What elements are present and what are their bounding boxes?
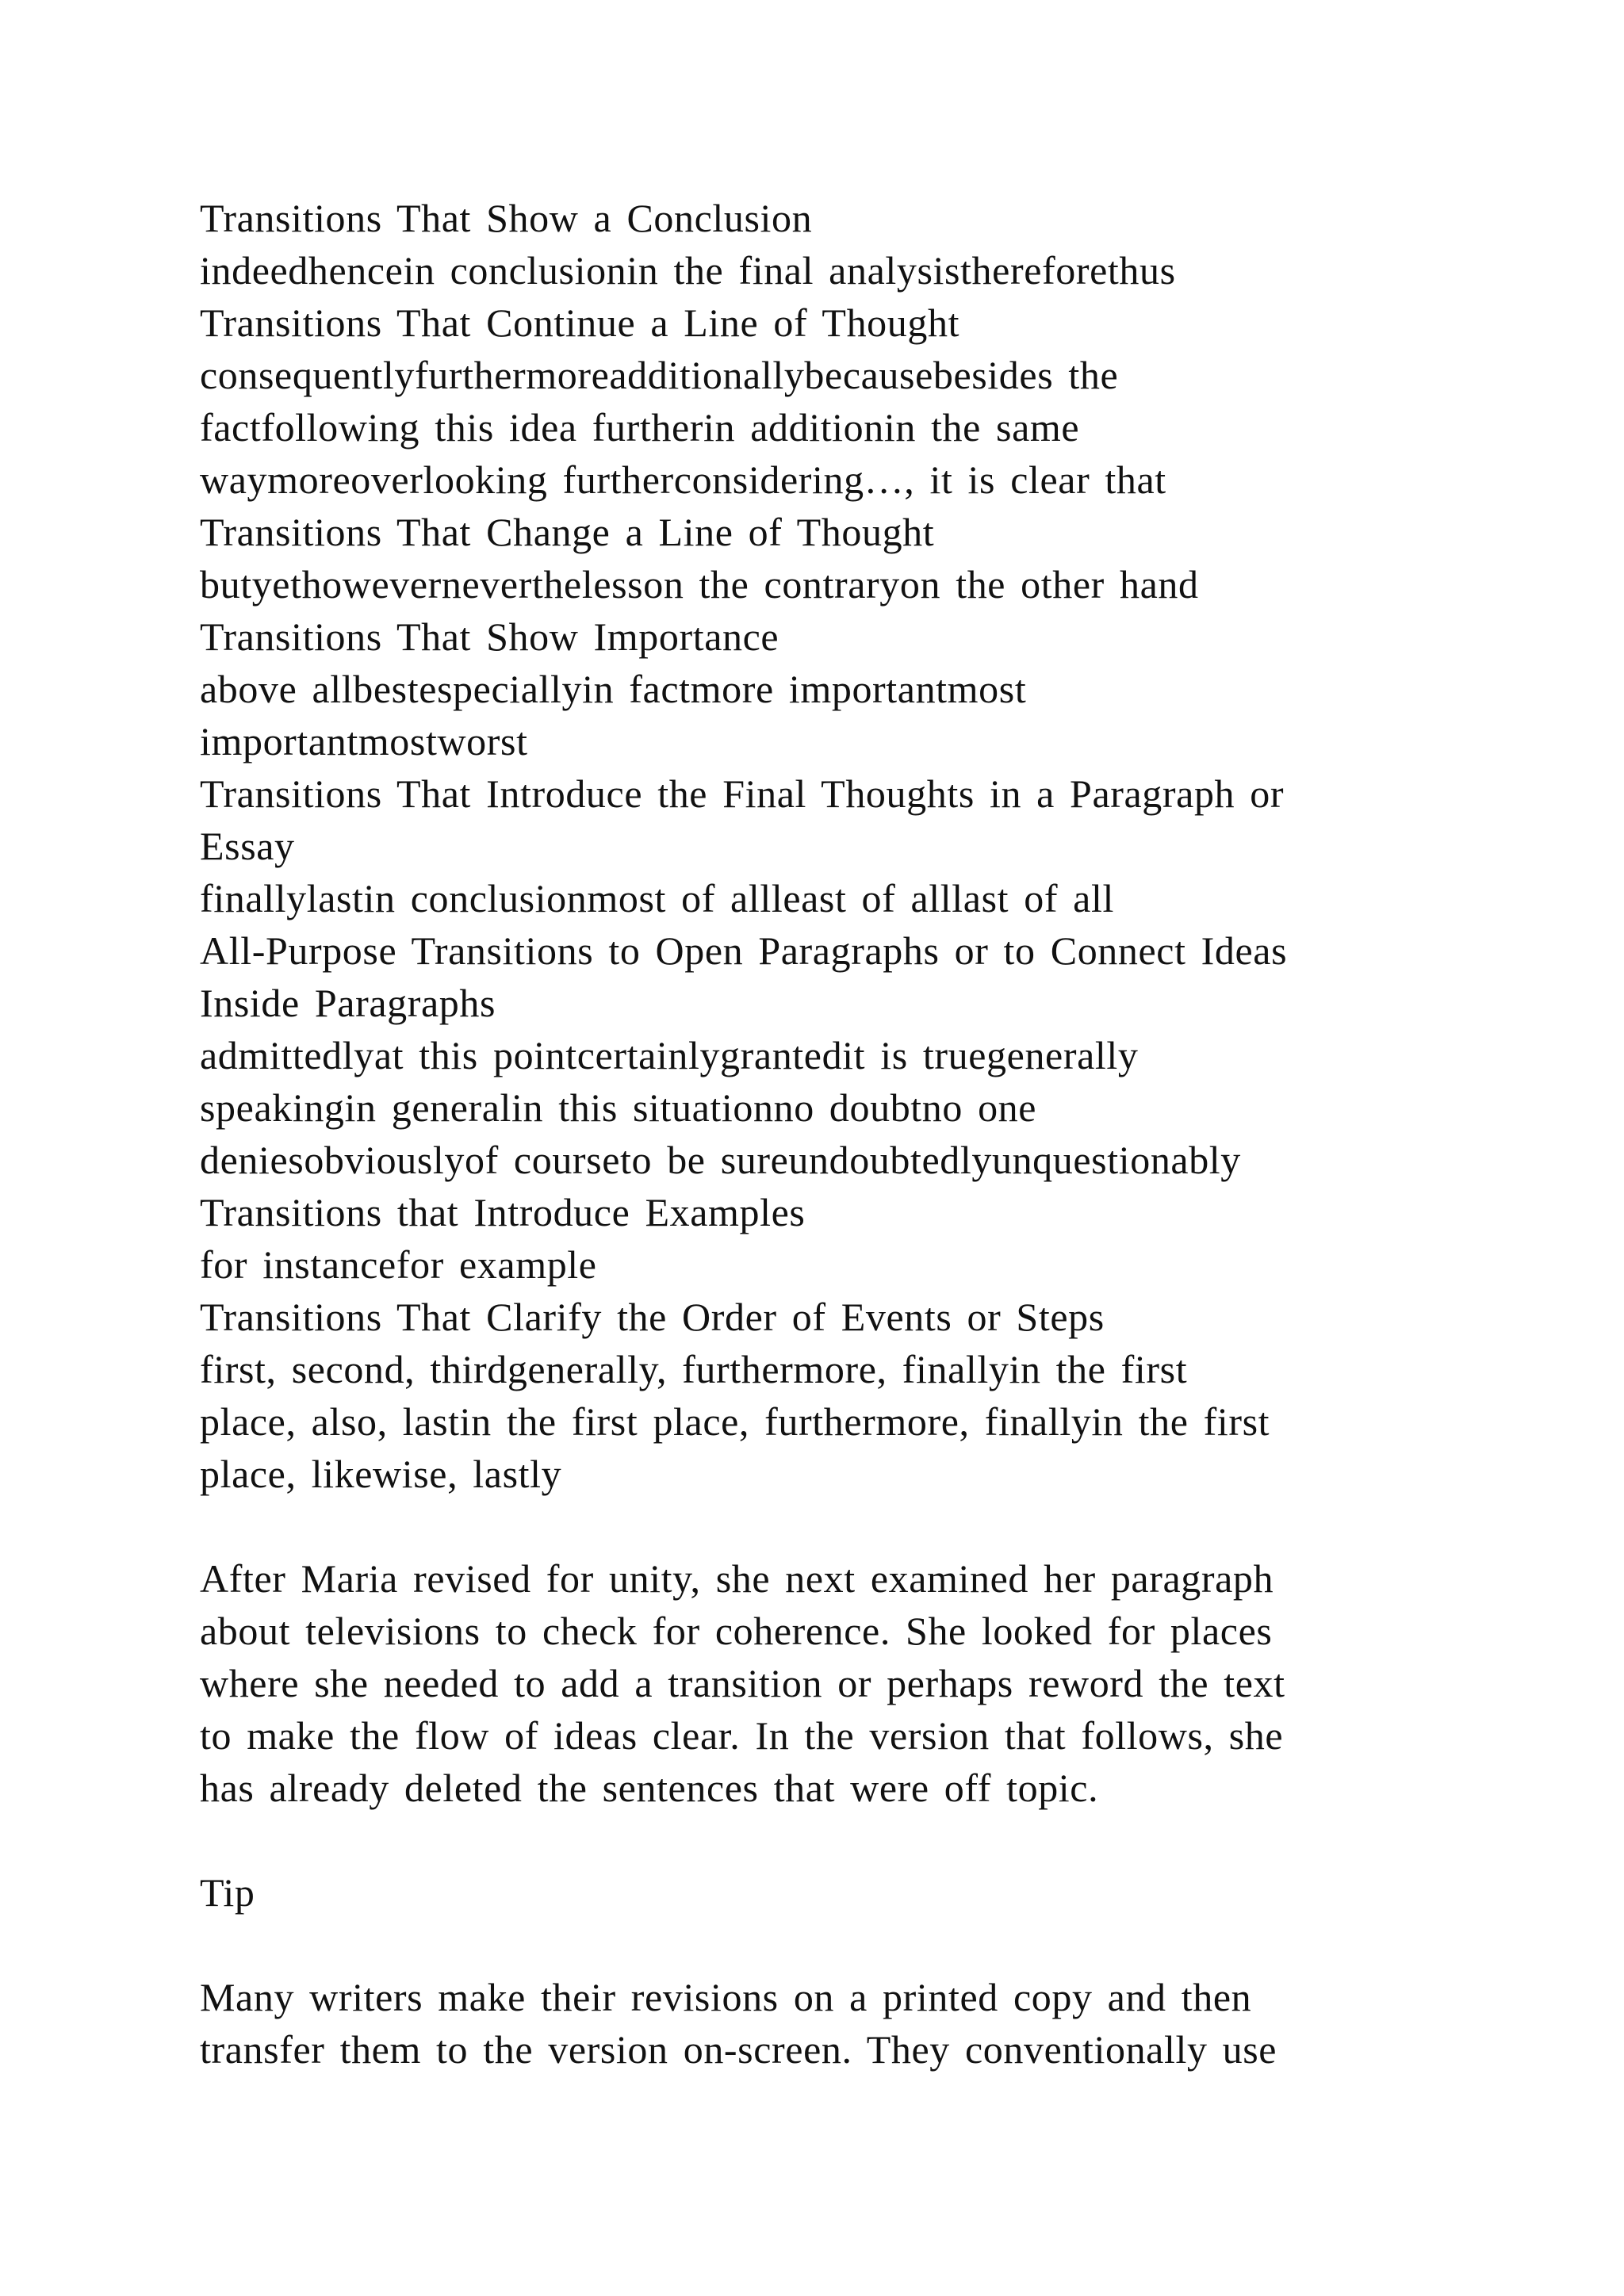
text-line: waymoreoverlooking furtherconsidering…, it is clear that [200, 457, 1166, 502]
text-line: Inside Paragraphs [200, 981, 496, 1025]
text-line: deniesobviouslyof courseto be sureundoubtedlyunquestionably [200, 1138, 1241, 1182]
tip-paragraph-line: transfer them to the version on-screen. They conventionally use [200, 2027, 1277, 2072]
text-line: butyethoweverneverthelesson the contraryon the other hand [200, 562, 1199, 607]
document-body [200, 192, 1437, 2076]
text-line: speakingin generalin this situationno doubtno one [200, 1085, 1037, 1130]
tip-paragraph-line: Many writers make their revisions on a printed copy and then [200, 1975, 1252, 2019]
heading-all-purpose-transitions: All-Purpose Transitions to Open Paragraphs or to Connect Ideas [200, 928, 1288, 973]
text-line: finallylastin conclusionmost of allleast of alllast of all [200, 876, 1114, 920]
heading-conclusion-transitions: Transitions That Show a Conclusion [200, 196, 813, 240]
heading-importance-transitions: Transitions That Show Importance [200, 614, 779, 659]
text-line: Essay [200, 824, 295, 868]
maria-paragraph-line: After Maria revised for unity, she next examined her paragraph [200, 1556, 1274, 1601]
heading-examples-transitions: Transitions that Introduce Examples [200, 1190, 806, 1234]
text-line: factfollowing this idea furtherin additionin the same [200, 405, 1080, 450]
text-line: admittedlyat this pointcertainlygrantedit is truegenerally [200, 1033, 1139, 1077]
blank-line [200, 1919, 1437, 1971]
blank-line [200, 1814, 1437, 1866]
maria-paragraph-line: about televisions to check for coherence. She looked for places [200, 1609, 1273, 1653]
text-line: for instancefor example [200, 1242, 597, 1287]
text-line: place, also, lastin the first place, furthermore, finallyin the first [200, 1399, 1270, 1444]
maria-paragraph-line: to make the flow of ideas clear. In the version that follows, she [200, 1713, 1284, 1758]
tip-label: Tip [200, 1870, 255, 1915]
text-line: place, likewise, lastly [200, 1452, 562, 1496]
maria-paragraph-line: where she needed to add a transition or perhaps reword the text [200, 1661, 1285, 1705]
text-line: consequentlyfurthermoreadditionallybecausebesides the [200, 353, 1119, 397]
text-line: first, second, thirdgenerally, furthermore, finallyin the first [200, 1347, 1188, 1391]
blank-line [200, 1500, 1437, 1552]
heading-order-transitions: Transitions That Clarify the Order of Events or Steps [200, 1295, 1105, 1339]
maria-paragraph-line: has already deleted the sentences that were off topic. [200, 1766, 1099, 1810]
text-line: indeedhencein conclusionin the final analysisthereforethus [200, 248, 1176, 293]
heading-final-thoughts-transitions: Transitions That Introduce the Final Thoughts in a Paragraph or [200, 771, 1285, 816]
text-line: importantmostworst [200, 719, 528, 763]
text-line: above allbestespeciallyin factmore importantmost [200, 667, 1027, 711]
heading-continue-transitions: Transitions That Continue a Line of Thought [200, 300, 960, 345]
heading-change-transitions: Transitions That Change a Line of Thought [200, 510, 935, 554]
